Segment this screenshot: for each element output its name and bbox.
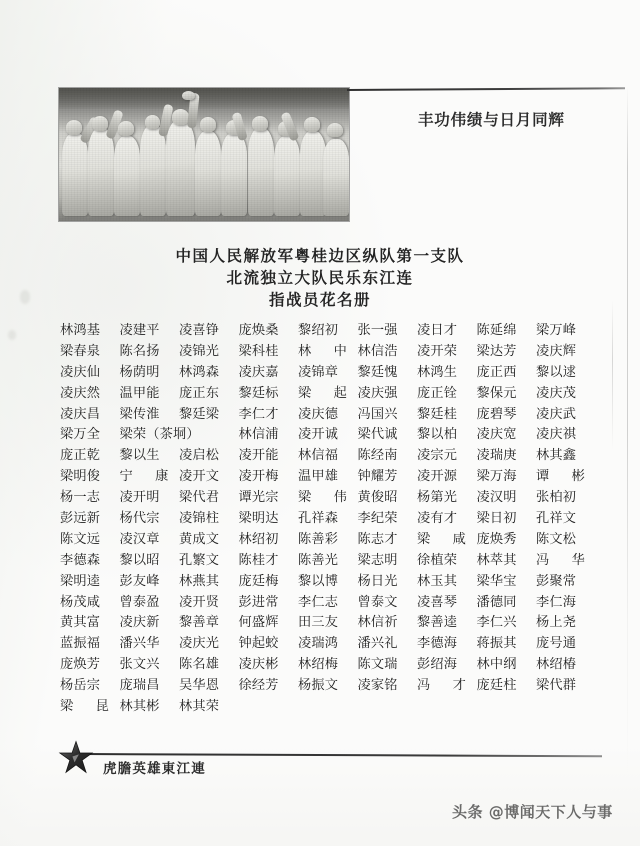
star-icon — [58, 740, 94, 776]
roster-name: 陈名雄 — [179, 657, 220, 673]
roster-name: 林燕其 — [179, 573, 220, 589]
roster-name: 林中 — [298, 343, 347, 359]
roster-name: 黄其富 — [60, 615, 101, 631]
roster-name: 陈桂才 — [238, 552, 279, 568]
relief-sculpture-photo — [59, 88, 349, 221]
banner-slogan: 丰功伟绩与日月同辉 — [418, 111, 565, 129]
roster-name: 冯华 — [536, 552, 585, 568]
roster-row — [60, 360, 596, 381]
roster-row — [60, 443, 596, 464]
roster-row — [60, 464, 596, 485]
roster-name: 彭远新 — [60, 510, 101, 526]
roster-name: 梁传淮 — [119, 406, 160, 422]
roster-name: 梁荣（茶垌） — [119, 427, 200, 443]
roster-name: 凌汉明 — [476, 490, 517, 506]
roster-name: 潘德同 — [476, 594, 517, 610]
title-line-2: 北流独立大队民乐东江连 — [226, 269, 414, 287]
roster-name: 凌庆强 — [357, 385, 398, 401]
roster-name: 黎保元 — [476, 385, 517, 401]
roster-name: 梁日初 — [476, 510, 517, 526]
roster-name: 林绍椿 — [536, 657, 577, 673]
roster-name: 黎以生 — [119, 448, 160, 464]
roster-name: 陈志才 — [357, 531, 398, 547]
roster-name: 陈善彩 — [298, 531, 339, 547]
roster-row — [60, 527, 596, 548]
roster-name: 彭绍海 — [417, 657, 458, 673]
roster-row — [60, 422, 596, 443]
roster-name: 凌开能 — [238, 448, 279, 464]
roster-name: 杨岳宗 — [60, 678, 101, 694]
roster-name: 彭聚常 — [536, 573, 577, 589]
roster-name: 冯才 — [417, 678, 466, 694]
roster-name: 杨代宗 — [119, 510, 160, 526]
roster-name: 徐植荣 — [417, 552, 458, 568]
roster-name: 蒋振其 — [476, 636, 517, 652]
roster-name: 凌锦章 — [298, 364, 339, 380]
header-horizontal-rule — [347, 87, 625, 91]
roster-name: 陈经南 — [357, 448, 398, 464]
scan-blotch — [8, 330, 16, 340]
roster-row — [60, 652, 596, 673]
roster-name: 庞正西 — [476, 364, 517, 380]
roster-name: 凌庆祺 — [536, 427, 577, 443]
roster-name: 凌庆彬 — [238, 657, 279, 673]
roster-name: 杨第光 — [417, 490, 458, 506]
roster-name: 凌有才 — [417, 510, 458, 526]
watermark: 头条 @博闻天下人与事 — [452, 803, 613, 821]
roster-name: 凌汉章 — [119, 531, 160, 547]
roster-name: 庞碧琴 — [476, 406, 517, 422]
roster-name: 庞号通 — [536, 636, 577, 652]
roster-name: 凌瑞鸿 — [298, 636, 339, 652]
roster-name: 林其彬 — [119, 698, 160, 714]
roster-name: 林中纲 — [476, 657, 517, 673]
roster-name: 林其荣 — [179, 698, 220, 714]
roster-name: 凌庆新 — [119, 615, 160, 631]
roster-name: 凌开荣 — [417, 343, 458, 359]
roster-name: 谭光宗 — [238, 490, 279, 506]
roster-name: 庞正东 — [179, 385, 220, 401]
roster-name: 凌庆武 — [536, 406, 577, 422]
roster-name: 庞焕芳 — [60, 657, 101, 673]
roster-name: 钟耀芳 — [357, 469, 398, 485]
roster-name: 林萃其 — [476, 552, 517, 568]
roster-name: 黎廷标 — [238, 385, 279, 401]
roster-name: 凌庆然 — [60, 385, 101, 401]
page-title — [0, 245, 640, 311]
page-edge-inner — [612, 300, 613, 450]
roster-name: 林信祈 — [357, 615, 398, 631]
roster-name: 凌家铭 — [357, 678, 398, 694]
roster-name: 林鸿森 — [179, 364, 220, 380]
roster-name: 宁康 — [119, 469, 169, 485]
roster-name: 凌瑞庚 — [476, 448, 517, 464]
roster-name: 黎善逵 — [417, 615, 458, 631]
roster-name: 黎廷桂 — [417, 406, 458, 422]
roster-name: 杨荫明 — [119, 364, 160, 380]
roster-name: 梁春泉 — [60, 343, 101, 359]
roster-name: 陈文瑞 — [357, 657, 398, 673]
roster-name-grid — [60, 318, 596, 715]
roster-name: 凌锦光 — [179, 343, 220, 359]
roster-name: 林绍梅 — [298, 657, 339, 673]
roster-name: 梁华宝 — [476, 573, 517, 589]
roster-name: 蓝振福 — [60, 636, 101, 652]
roster-name: 凌开文 — [179, 469, 220, 485]
roster-name: 凌庆昌 — [60, 406, 101, 422]
roster-name: 庞瑞昌 — [119, 678, 160, 694]
roster-name: 林鸿生 — [417, 364, 458, 380]
roster-name: 凌庆宽 — [476, 427, 517, 443]
roster-name: 杨上尧 — [536, 615, 577, 631]
roster-name: 凌喜铮 — [179, 322, 220, 338]
roster-row — [60, 694, 596, 715]
roster-name: 凌启松 — [179, 448, 220, 464]
roster-row — [60, 485, 596, 506]
roster-name: 凌锦柱 — [179, 510, 220, 526]
roster-row — [60, 402, 596, 423]
roster-name: 钟起蛟 — [238, 636, 279, 652]
roster-name: 张一强 — [357, 322, 398, 338]
roster-name: 梁志明 — [357, 552, 398, 568]
roster-name: 凌日才 — [417, 322, 458, 338]
roster-name: 庞焕秀 — [476, 531, 517, 547]
roster-name: 张柏初 — [536, 490, 577, 506]
roster-name: 曾泰文 — [357, 594, 398, 610]
roster-name: 冯国兴 — [357, 406, 398, 422]
roster-row — [60, 381, 596, 402]
roster-name: 黎以柏 — [417, 427, 458, 443]
roster-name: 吴华恩 — [179, 678, 220, 694]
roster-name: 陈文松 — [536, 531, 577, 547]
roster-name: 潘兴华 — [119, 636, 160, 652]
roster-row — [60, 590, 596, 611]
roster-name: 陈延绵 — [476, 322, 517, 338]
roster-row — [60, 548, 596, 569]
roster-row — [60, 318, 596, 339]
roster-name: 孔繁文 — [179, 552, 220, 568]
roster-name: 李纪荣 — [357, 510, 398, 526]
roster-name: 孔祥文 — [536, 510, 577, 526]
roster-name: 潘兴礼 — [357, 636, 398, 652]
roster-name: 梁咸 — [417, 531, 466, 547]
roster-name: 凌庆茂 — [536, 385, 577, 401]
photo-grain-overlay — [59, 88, 349, 221]
roster-name: 梁代群 — [536, 678, 577, 694]
roster-name: 梁万海 — [476, 469, 517, 485]
roster-name: 曾泰盈 — [119, 594, 160, 610]
roster-row — [60, 339, 596, 360]
page-header — [0, 0, 640, 240]
roster-name: 林鸿基 — [60, 322, 101, 338]
roster-name: 凌喜琴 — [417, 594, 458, 610]
roster-name: 孔祥森 — [298, 510, 339, 526]
roster-row — [60, 610, 596, 631]
roster-name: 梁伟 — [298, 490, 347, 506]
roster-row — [60, 506, 596, 527]
roster-name: 黄俊昭 — [357, 490, 398, 506]
roster-name: 彭进常 — [238, 594, 279, 610]
roster-name: 庞正铨 — [417, 385, 458, 401]
roster-name: 林信福 — [298, 448, 339, 464]
roster-name: 黎廷愧 — [357, 364, 398, 380]
roster-name: 李仁兴 — [476, 615, 517, 631]
roster-name: 凌开梅 — [238, 469, 279, 485]
roster-name: 梁万峰 — [536, 322, 577, 338]
roster-name: 林绍初 — [238, 531, 279, 547]
roster-name: 凌开源 — [417, 469, 458, 485]
roster-name: 梁起 — [298, 385, 347, 401]
roster-name: 庞廷柱 — [476, 678, 517, 694]
roster-name: 温甲能 — [119, 385, 160, 401]
roster-name: 李仁志 — [298, 594, 339, 610]
roster-name: 李仁海 — [536, 594, 577, 610]
roster-name: 梁代诚 — [357, 427, 398, 443]
roster-name: 梁明逵 — [60, 573, 101, 589]
roster-name: 黎绍初 — [298, 322, 339, 338]
roster-name: 林信浩 — [357, 343, 398, 359]
roster-row — [60, 569, 596, 590]
roster-name: 田三友 — [298, 615, 339, 631]
roster-name: 凌开诚 — [298, 427, 339, 443]
roster-name: 凌宗元 — [417, 448, 458, 464]
roster-name: 梁达芳 — [476, 343, 517, 359]
roster-name: 凌庆辉 — [536, 343, 577, 359]
roster-name: 张文兴 — [119, 657, 160, 673]
roster-row — [60, 673, 596, 694]
roster-name: 陈名扬 — [119, 343, 160, 359]
roster-name: 徐经芳 — [238, 678, 279, 694]
roster-name: 庞焕桑 — [238, 322, 279, 338]
title-line-1: 中国人民解放军粤桂边区纵队第一支队 — [175, 247, 465, 265]
roster-name: 陈善光 — [298, 552, 339, 568]
roster-name: 黎以昭 — [119, 552, 160, 568]
roster-name: 凌庆光 — [179, 636, 220, 652]
roster-name: 李德海 — [417, 636, 458, 652]
roster-name: 谭彬 — [536, 469, 585, 485]
roster-name: 梁昆 — [60, 698, 109, 714]
footer-unit-name: 虎膽英雄東江連 — [103, 761, 206, 777]
roster-name: 陈文远 — [60, 531, 101, 547]
roster-name: 梁代君 — [179, 490, 220, 506]
roster-name: 杨茂咸 — [60, 594, 101, 610]
roster-name: 凌建平 — [119, 322, 160, 338]
roster-name: 何盛辉 — [238, 615, 279, 631]
roster-name: 杨振文 — [298, 678, 339, 694]
roster-name: 梁明俊 — [60, 469, 101, 485]
roster-name: 黎以博 — [298, 573, 339, 589]
roster-name: 黄成文 — [179, 531, 220, 547]
roster-name: 杨日光 — [357, 573, 398, 589]
roster-name: 黎善章 — [179, 615, 220, 631]
roster-row — [60, 631, 596, 652]
roster-name: 梁科桂 — [238, 343, 279, 359]
roster-name: 李仁才 — [238, 406, 279, 422]
roster-name: 庞正乾 — [60, 448, 101, 464]
roster-name: 黎廷梁 — [179, 406, 220, 422]
roster-name: 黎以逑 — [536, 364, 577, 380]
roster-name: 温甲雄 — [298, 469, 339, 485]
roster-name: 凌庆嘉 — [238, 364, 279, 380]
roster-name: 凌开明 — [119, 490, 160, 506]
roster-name: 杨一志 — [60, 490, 101, 506]
roster-name: 李德森 — [60, 552, 101, 568]
roster-name: 凌庆德 — [298, 406, 339, 422]
roster-name: 彭友峰 — [119, 573, 160, 589]
title-line-3: 指战员花名册 — [268, 291, 371, 309]
roster-name: 林其鑫 — [536, 448, 577, 464]
roster-name: 庞廷梅 — [238, 573, 279, 589]
roster-name: 凌庆仙 — [60, 364, 101, 380]
roster-name: 林信浦 — [238, 427, 279, 443]
roster-name: 林玉其 — [417, 573, 458, 589]
roster-name: 凌开贤 — [179, 594, 220, 610]
roster-name: 梁明达 — [238, 510, 279, 526]
roster-name: 梁万全 — [60, 427, 101, 443]
